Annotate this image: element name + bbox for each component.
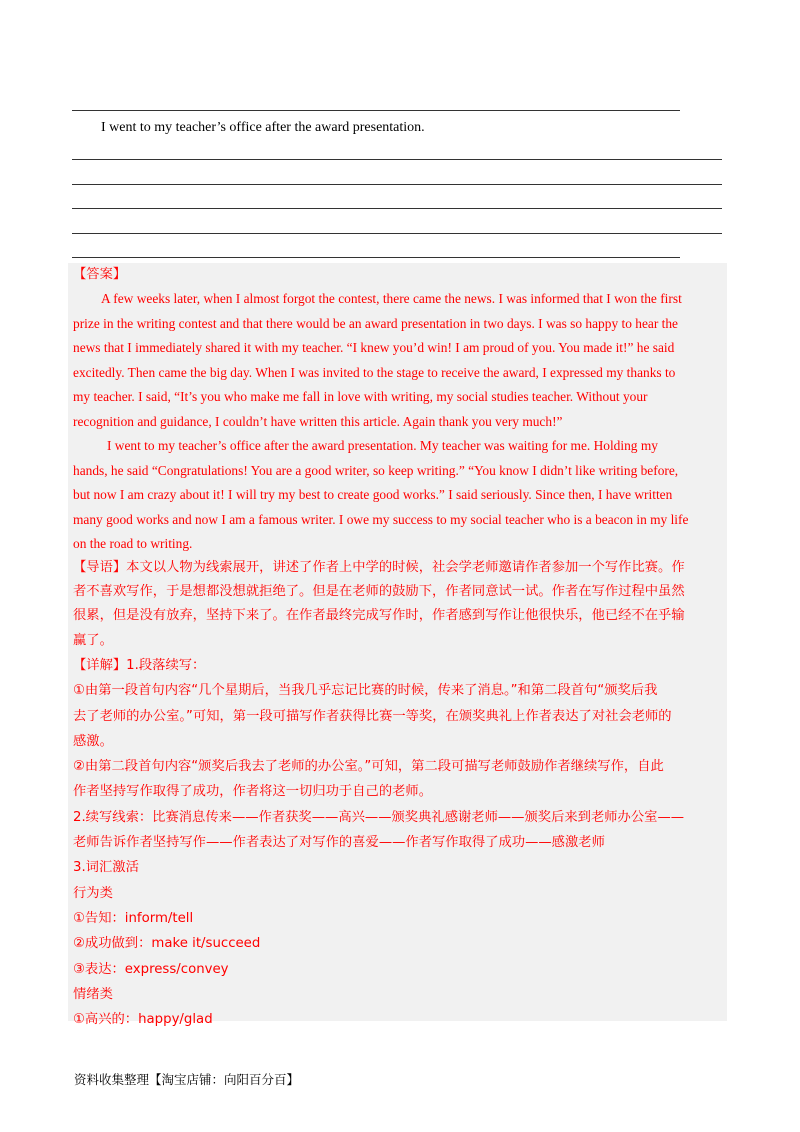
text-line: ③表达：express/convey bbox=[73, 961, 229, 977]
text-line: on the road to writing. bbox=[73, 536, 193, 551]
text-line: 【详解】1.段落续写： bbox=[73, 658, 206, 673]
text-line: 去了老师的办公室。”可知，第一段可描写作者获得比赛一等奖，在颁奖典礼上作者表达了对社会老师的 bbox=[73, 708, 672, 724]
guide-section bbox=[73, 556, 723, 653]
text-line: 感激。 bbox=[73, 733, 113, 749]
writing-line bbox=[72, 159, 722, 160]
text-line: 很累，但是没有放弃，坚持下来了。在作者最终完成写作时，作者感到写作让他很快乐，他已经不在乎输 bbox=[73, 608, 685, 624]
writing-line bbox=[72, 233, 722, 234]
paragraph-prompt: I went to my teacher’s office after the award presentation. bbox=[101, 120, 425, 135]
text-line: 赢了。 bbox=[73, 632, 113, 648]
text-line: 者不喜欢写作，于是想都没想就拒绝了。但是在老师的鼓励下，作者同意试一试。作者在写作过程中虽然 bbox=[73, 584, 685, 600]
text-line: recognition and guidance, I couldn’t have written this article. Again thank you very much!” bbox=[73, 413, 563, 429]
text-line: 行为类 bbox=[73, 885, 113, 901]
text-line: news that I immediately shared it with my teacher. “I knew you’d win! I am proud of you. You made it!” he said bbox=[73, 340, 675, 355]
text-line: ①告知：inform/tell bbox=[73, 910, 194, 926]
text-line: ①高兴的：happy/glad bbox=[73, 1012, 213, 1028]
writing-line bbox=[72, 110, 680, 111]
detail-section bbox=[73, 653, 723, 1032]
text-line: ②由第二段首句内容“颁奖后我去了老师的办公室。”可知，第二段可描写老师鼓励作者继续写作，自此 bbox=[73, 759, 664, 775]
text-line: A few weeks later, when I almost forgot the contest, there came the news. I was informed that I won the first bbox=[101, 291, 682, 306]
text-line: prize in the writing contest and that there would be an award presentation in two days. I was so happy to hear the bbox=[73, 315, 679, 331]
text-line: I went to my teacher’s office after the award presentation. My teacher was waiting for me. Holding my bbox=[107, 438, 658, 453]
text-line: but now I am crazy about it! I will try my best to create good works.” I said seriously. Since then, I have written bbox=[73, 487, 673, 502]
writing-line bbox=[72, 184, 722, 185]
text-line: 老师告诉作者坚持写作——作者表达了对写作的喜爱——作者写作取得了成功——感激老师 bbox=[73, 835, 605, 851]
text-line: my teacher. I said, “It’s you who make me fall in love with writing, my social studies teacher. Without your bbox=[73, 389, 648, 404]
text-line: ②成功做到：make it/succeed bbox=[73, 936, 261, 952]
text-line: excitedly. Then came the big day. When I was invited to the stage to receive the award, I expressed my thanks to bbox=[73, 364, 676, 380]
text-line: 3.词汇激活 bbox=[73, 860, 139, 876]
writing-line bbox=[72, 208, 722, 209]
answer-paragraph-1 bbox=[73, 287, 723, 434]
text-line: 作者坚持写作取得了成功，作者将这一切归功于自己的老师。 bbox=[73, 784, 433, 800]
text-line: 【导语】本文以人物为线索展开，讲述了作者上中学的时候，社会学老师邀请作者参加一个写作比赛。作 bbox=[73, 560, 685, 575]
page-footer: 资料收集整理【淘宝店铺：向阳百分百】 bbox=[74, 1072, 300, 1087]
answer-paragraph-2 bbox=[73, 434, 723, 557]
answer-heading: 【答案】 bbox=[73, 267, 127, 282]
text-line: hands, he said “Congratulations! You are a good writer, so keep writing.” “You know I didn’t like writing before, bbox=[73, 462, 679, 478]
writing-line bbox=[72, 257, 680, 258]
text-line: many good works and now I am a famous writer. I owe my success to my social teacher who is a beacon in my life bbox=[73, 511, 689, 527]
text-line: ①由第一段首句内容“几个星期后，当我几乎忘记比赛的时候，传来了消息。”和第二段首句“颁奖后我 bbox=[73, 683, 658, 699]
text-line: 2.续写线索：比赛消息传来——作者获奖——高兴——颁奖典礼感谢老师——颁奖后来到老师办公室—— bbox=[73, 809, 685, 825]
text-line: 情绪类 bbox=[73, 986, 113, 1002]
